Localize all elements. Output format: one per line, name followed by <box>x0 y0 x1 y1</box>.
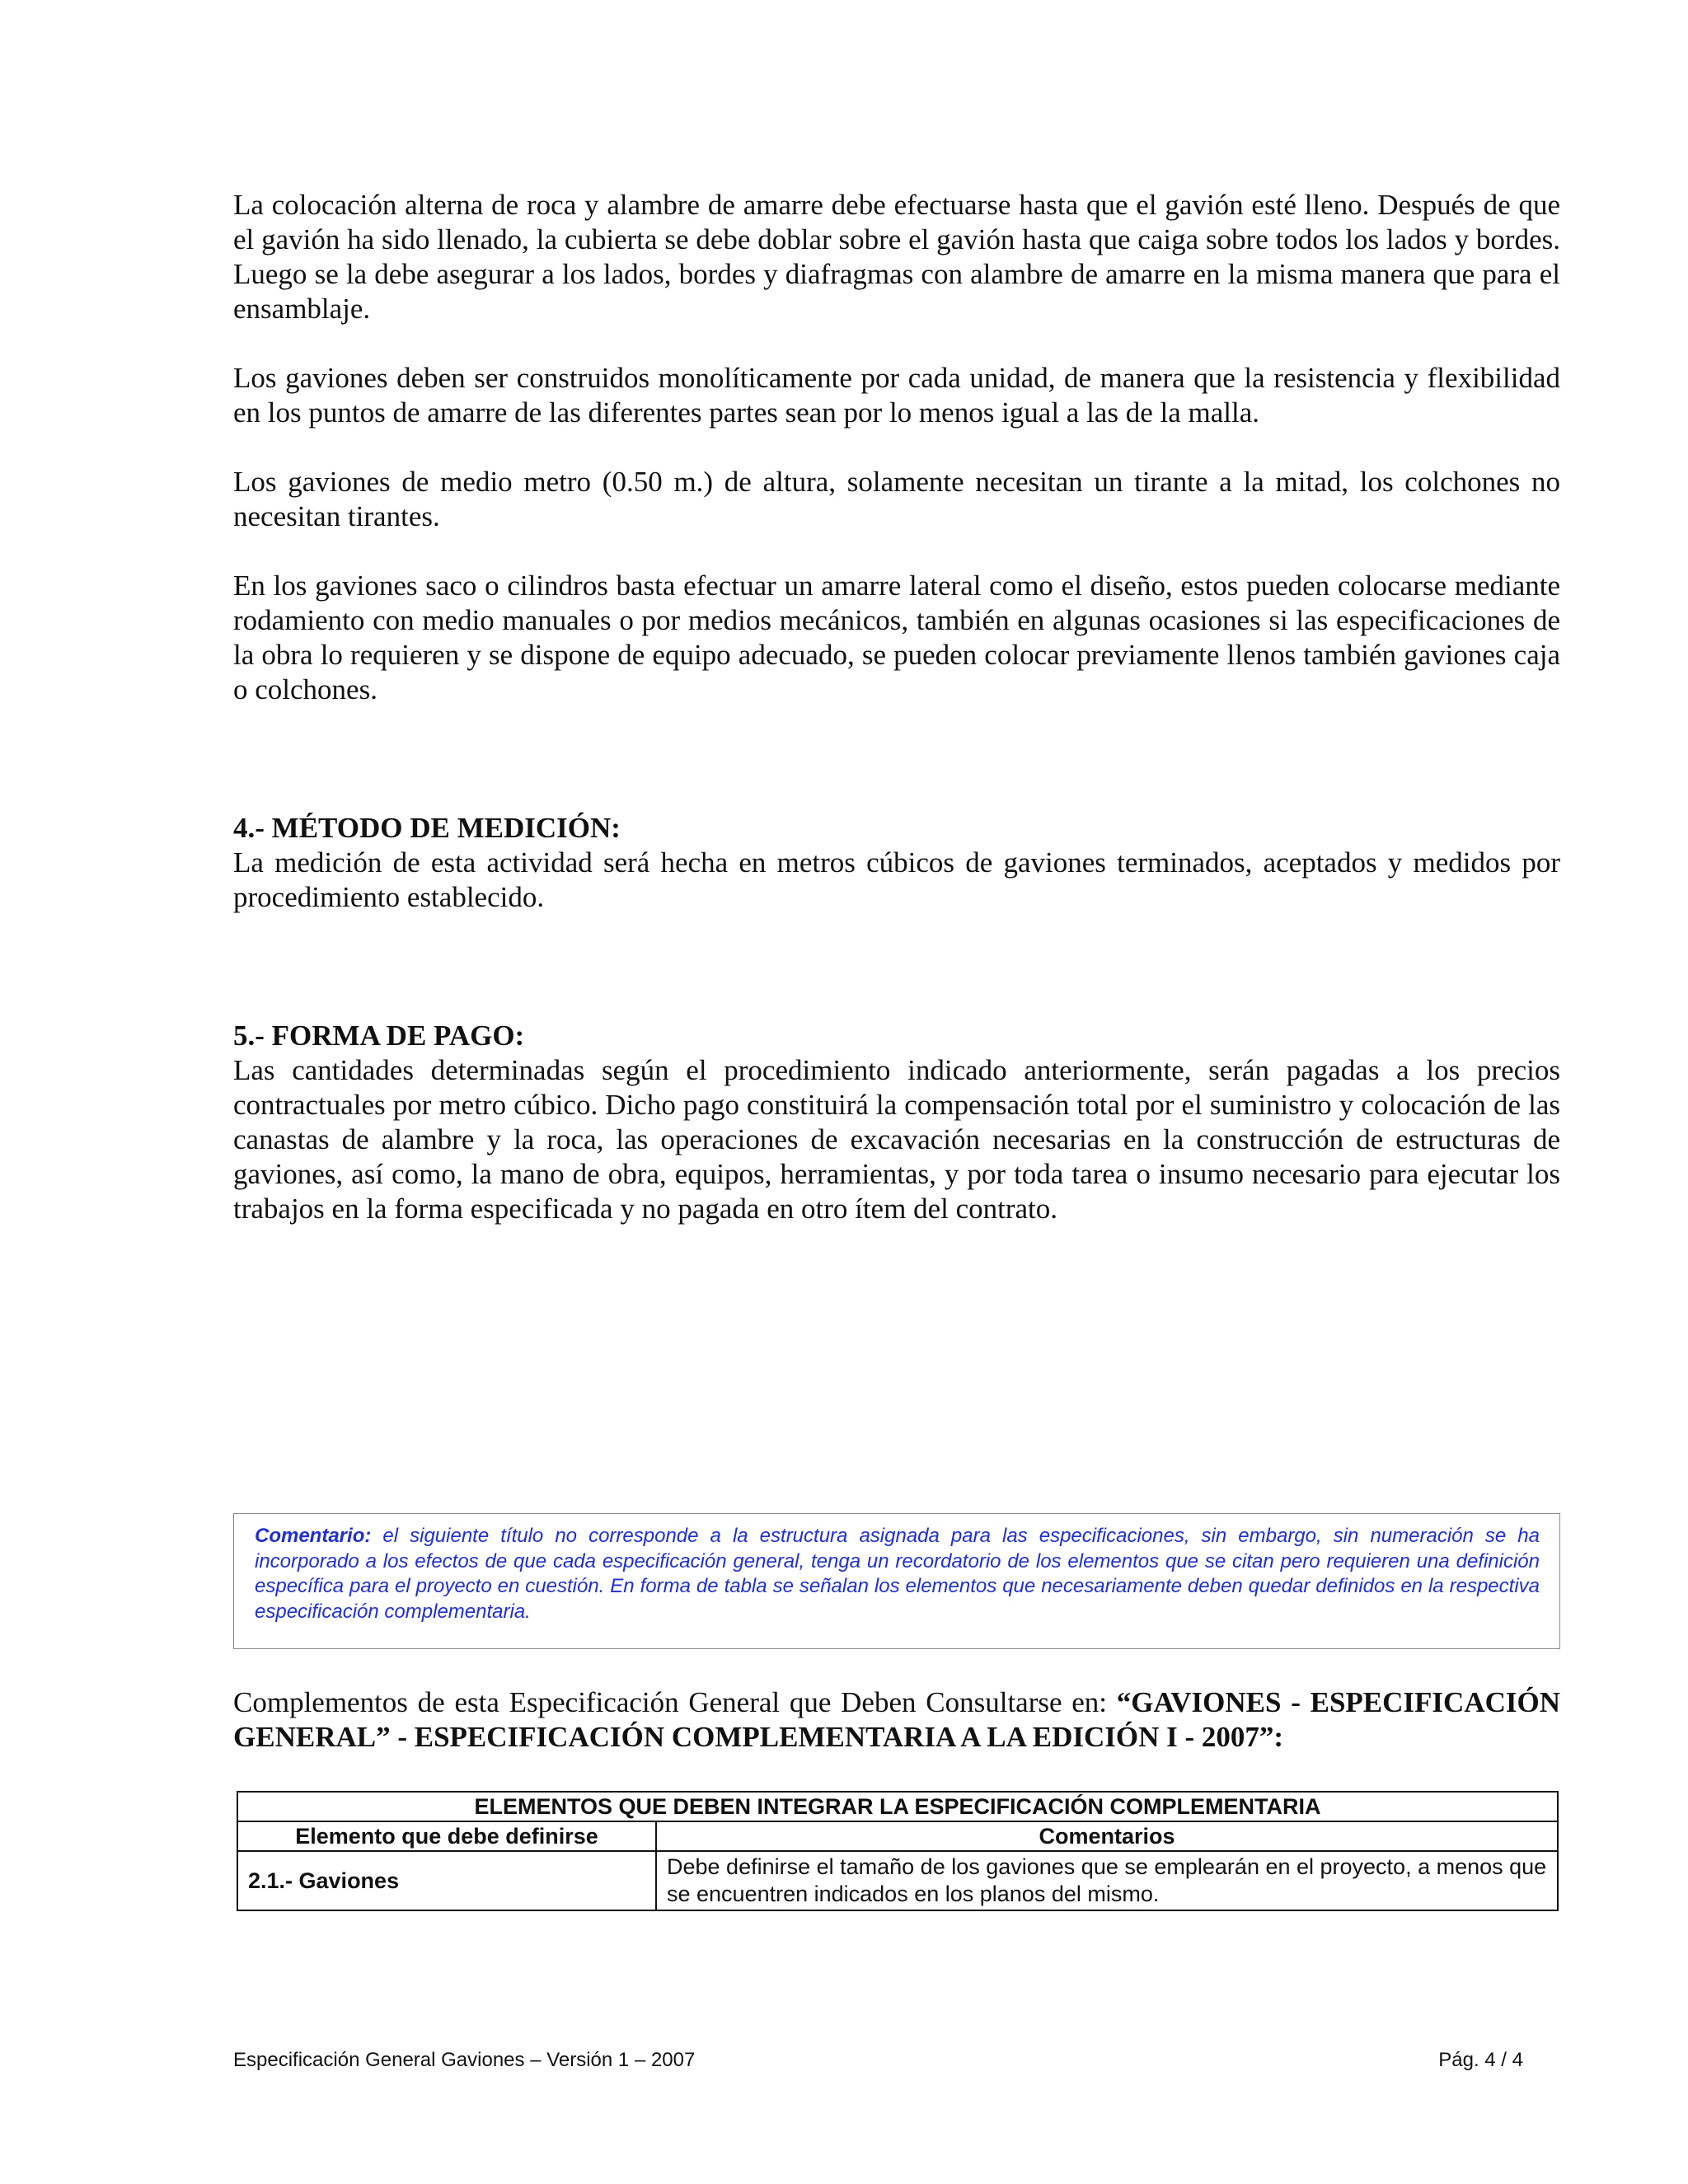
column-header-comments: Comentarios <box>656 1821 1558 1851</box>
comment-text: el siguiente título no corresponde a la estructura asignada para las especificaciones, sin embargo, sin numeración se ha incorporado a los efectos de que cada especificación general, tenga un recordatorio de los elementos que se citan pero requieren una definición específica para el proyecto en cuestión. En forma de tabla se señalan los elementos que necesariamente deben quedar definidos en la respectiva especificación complementaria. <box>255 1525 1540 1623</box>
paragraph-monolithic: Los gaviones deben ser construidos monolíticamente por cada unidad, de manera que la resistencia y flexibilidad en los puntos de amarre de las diferentes partes sean por lo menos igual a las de la malla. <box>233 362 1560 429</box>
paragraph-rock-placement: La colocación alterna de roca y alambre de amarre debe efectuarse hasta que el gavión esté lleno. Después de que el gavión ha sido llenado, la cubierta se debe doblar sobre el gavión hasta que caiga sobre todos los lados y bordes. Luego se la debe asegurar a los lados, bordes y diafragmas con alambre de amarre en la misma manera que para el ensamblaje. <box>233 189 1560 325</box>
section-4-heading: 4.- MÉTODO DE MEDICIÓN: <box>233 812 621 844</box>
paragraph-sack-gabions: En los gaviones saco o cilindros basta efectuar un amarre lateral como el diseño, estos pueden colocarse mediante rodamiento con medio manuales o por medios mecánicos, también en algunas ocasiones si las especificaciones de la obra lo requieren y se dispone de equipo adecuado, se pueden colocar previamente llenos también gaviones caja o colchones. <box>233 569 1560 705</box>
complement-title: “GAVIONES - ESPECIFICACIÓN GENERAL” - ESPECIFICACIÓN COMPLEMENTARIA A LA EDICIÓN I - 2007”: <box>233 1686 1560 1753</box>
table-cell-item: 2.1.- Gaviones <box>237 1851 656 1910</box>
footer-document-title: Especificación General Gaviones – Versión 1 – 2007 <box>233 2049 696 2071</box>
complement-paragraph <box>233 1685 1560 1755</box>
column-header-element: Elemento que debe definirse <box>237 1821 656 1851</box>
table-cell-comment: Debe definirse el tamaño de los gaviones que se emplearán en el proyecto, a menos que se encuentren indicados en los planos del mismo. <box>656 1851 1558 1910</box>
comment-box <box>233 1513 1560 1649</box>
footer-page-number: Pág. 4 / 4 <box>1438 2049 1523 2071</box>
spec-table <box>237 1791 1559 1911</box>
table-row <box>237 1851 1558 1910</box>
paragraph-half-meter: Los gaviones de medio metro (0.50 m.) de altura, solamente necesitan un tirante a la mitad, los colchones no necesitan tirantes. <box>233 466 1560 532</box>
main-content <box>233 188 1560 1226</box>
section-5-heading: 5.- FORMA DE PAGO: <box>233 1019 525 1052</box>
comment-label: Comentario: <box>255 1525 372 1547</box>
table-title: ELEMENTOS QUE DEBEN INTEGRAR LA ESPECIFICACIÓN COMPLEMENTARIA <box>237 1792 1558 1821</box>
complement-lead: Complementos de esta Especificación General que Deben Consultarse en: <box>233 1686 1117 1718</box>
section-4-text: La medición de esta actividad será hecha en metros cúbicos de gaviones terminados, aceptados y medidos por procedimiento establecido. <box>233 846 1560 913</box>
section-5-text: Las cantidades determinadas según el procedimiento indicado anteriormente, serán pagadas a los precios contractuales por metro cúbico. Dicho pago constituirá la compensación total por el suministro y colocación de las canastas de alambre y la roca, las operaciones de excavación necesarias en la construcción de estructuras de gaviones, así como, la mano de obra, equipos, herramientas, y por toda tarea o insumo necesario para ejecutar los trabajos en la forma especificada y no pagada en otro ítem del contrato. <box>233 1054 1560 1225</box>
